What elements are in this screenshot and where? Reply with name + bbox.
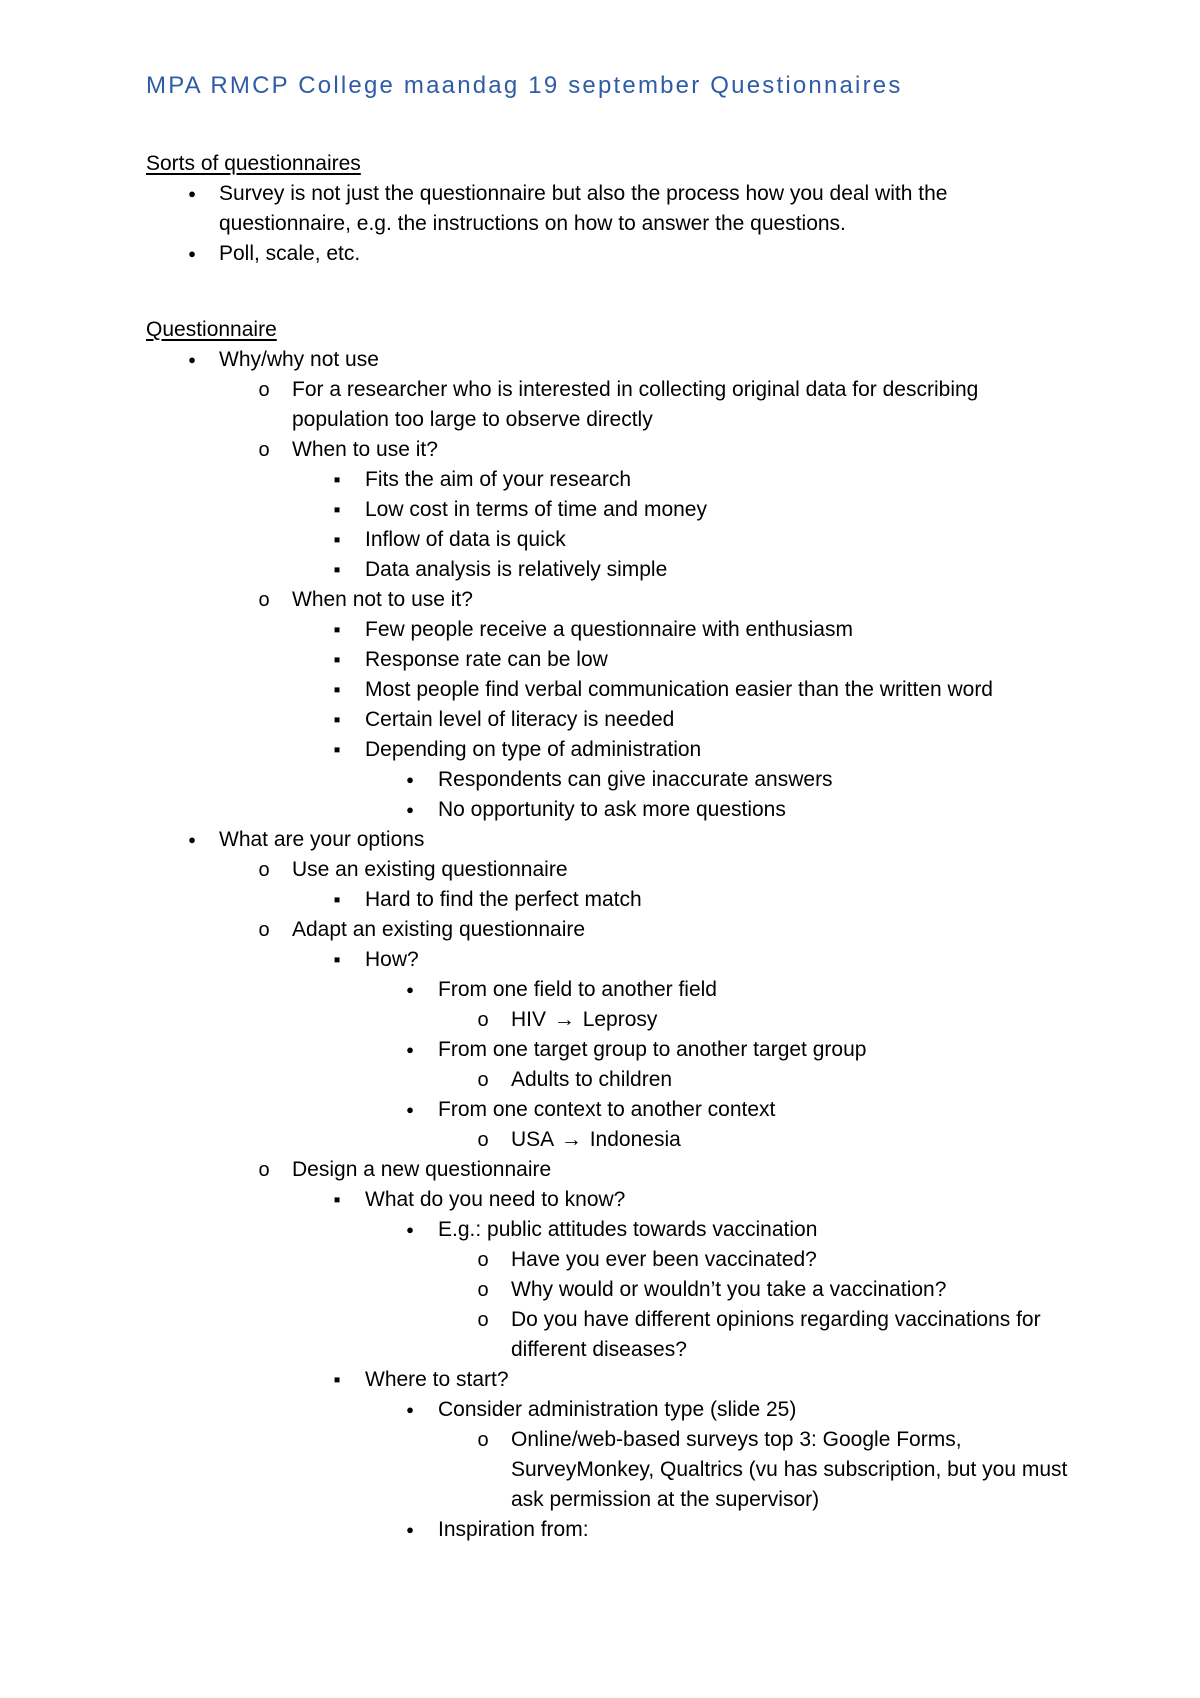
list-item: ● What are your options bbox=[146, 825, 1076, 855]
list-item: ● Why/why not use bbox=[146, 345, 1076, 375]
circle-bullet-icon bbox=[473, 1275, 493, 1305]
list-item: o Adults to children bbox=[146, 1065, 1076, 1095]
square-bullet-icon bbox=[327, 885, 347, 915]
square-bullet-icon bbox=[327, 525, 347, 555]
circle-bullet-icon bbox=[254, 585, 274, 615]
bullet-icon bbox=[400, 765, 420, 797]
list-item: o When not to use it? bbox=[146, 585, 1076, 615]
list-item: ● From one context to another context bbox=[146, 1095, 1076, 1125]
list-item: o Why would or wouldn’t you take a vaccination? bbox=[146, 1275, 1076, 1305]
list-item: ● E.g.: public attitudes towards vaccination bbox=[146, 1215, 1076, 1245]
list-item: ▪ Data analysis is relatively simple bbox=[146, 555, 1076, 585]
section-questionnaire bbox=[146, 315, 1076, 1545]
list-item: o Online/web-based surveys top 3: Google Forms, SurveyMonkey, Qualtrics (vu has subscription, but you must ask permission at the supervisor) bbox=[146, 1425, 1076, 1515]
list-item: ▪ Low cost in terms of time and money bbox=[146, 495, 1076, 525]
list-item: ● Survey is not just the questionnaire but also the process how you deal with the questionnaire, e.g. the instructions on how to answer the questions. bbox=[146, 179, 1046, 239]
list-item: ▪ Few people receive a questionnaire with enthusiasm bbox=[146, 615, 1076, 645]
bullet-icon bbox=[182, 825, 202, 857]
right-arrow-icon: → bbox=[560, 1128, 582, 1151]
section-heading: Sorts of questionnaires bbox=[146, 152, 361, 175]
list-item: ▪ Response rate can be low bbox=[146, 645, 1076, 675]
circle-bullet-icon bbox=[473, 1305, 493, 1335]
list-item: o For a researcher who is interested in collecting original data for describing population too large to observe directly bbox=[146, 375, 1076, 435]
square-bullet-icon bbox=[327, 495, 347, 525]
square-bullet-icon bbox=[327, 555, 347, 585]
square-bullet-icon bbox=[327, 735, 347, 765]
list-item: ● Poll, scale, etc. bbox=[146, 239, 1046, 269]
list-item: ● Consider administration type (slide 25) bbox=[146, 1395, 1076, 1425]
square-bullet-icon bbox=[327, 1365, 347, 1395]
circle-bullet-icon bbox=[473, 1245, 493, 1275]
bullet-icon bbox=[182, 345, 202, 377]
list-item: o Have you ever been vaccinated? bbox=[146, 1245, 1076, 1275]
circle-bullet-icon bbox=[254, 435, 274, 465]
list-item: ▪ Where to start? bbox=[146, 1365, 1076, 1395]
section-sorts-of-questionnaires bbox=[146, 149, 1046, 269]
square-bullet-icon bbox=[327, 645, 347, 675]
bullet-icon bbox=[400, 795, 420, 827]
circle-bullet-icon bbox=[473, 1125, 493, 1155]
page-title: MPA RMCP College maandag 19 september Questionnaires bbox=[146, 72, 903, 99]
list-item: ▪ Certain level of literacy is needed bbox=[146, 705, 1076, 735]
list-item: ▪ What do you need to know? bbox=[146, 1185, 1076, 1215]
list-item: o Use an existing questionnaire bbox=[146, 855, 1076, 885]
outline-list bbox=[146, 345, 1076, 1545]
square-bullet-icon bbox=[327, 675, 347, 705]
circle-bullet-icon bbox=[473, 1065, 493, 1095]
bullet-icon bbox=[400, 1035, 420, 1067]
list-item: ▪ Fits the aim of your research bbox=[146, 465, 1076, 495]
circle-bullet-icon bbox=[254, 1155, 274, 1185]
right-arrow-icon: → bbox=[553, 1008, 575, 1031]
list-item: ● Respondents can give inaccurate answers bbox=[146, 765, 1076, 795]
bullet-icon bbox=[182, 179, 202, 211]
bullet-icon bbox=[182, 239, 202, 271]
circle-bullet-icon bbox=[254, 915, 274, 945]
list-item: ▪ Most people find verbal communication easier than the written word bbox=[146, 675, 1076, 705]
list-item: o USA → Indonesia bbox=[146, 1125, 1076, 1155]
circle-bullet-icon bbox=[473, 1005, 493, 1035]
list-item: ● Inspiration from: bbox=[146, 1515, 1076, 1545]
square-bullet-icon bbox=[327, 615, 347, 645]
list-item: ▪ Depending on type of administration bbox=[146, 735, 1076, 765]
square-bullet-icon bbox=[327, 705, 347, 735]
square-bullet-icon bbox=[327, 945, 347, 975]
list-item: ▪ Inflow of data is quick bbox=[146, 525, 1076, 555]
list-item: o When to use it? bbox=[146, 435, 1076, 465]
bullet-icon bbox=[400, 1095, 420, 1127]
list-item: o Design a new questionnaire bbox=[146, 1155, 1076, 1185]
list-item: ▪ How? bbox=[146, 945, 1076, 975]
list-item: ▪ Hard to find the perfect match bbox=[146, 885, 1076, 915]
bullet-icon bbox=[400, 1515, 420, 1547]
list-item: ● No opportunity to ask more questions bbox=[146, 795, 1076, 825]
square-bullet-icon bbox=[327, 1185, 347, 1215]
list-item: ● From one field to another field bbox=[146, 975, 1076, 1005]
circle-bullet-icon bbox=[473, 1425, 493, 1455]
bullet-icon bbox=[400, 1215, 420, 1247]
circle-bullet-icon bbox=[254, 375, 274, 405]
bullet-icon bbox=[400, 1395, 420, 1427]
section-heading: Questionnaire bbox=[146, 318, 277, 341]
bullet-list bbox=[146, 179, 1046, 269]
list-item: o HIV → Leprosy bbox=[146, 1005, 1076, 1035]
circle-bullet-icon bbox=[254, 855, 274, 885]
bullet-icon bbox=[400, 975, 420, 1007]
list-item: ● From one target group to another target group bbox=[146, 1035, 1076, 1065]
list-item: o Adapt an existing questionnaire bbox=[146, 915, 1076, 945]
square-bullet-icon bbox=[327, 465, 347, 495]
list-item: o Do you have different opinions regarding vaccinations for different diseases? bbox=[146, 1305, 1076, 1365]
